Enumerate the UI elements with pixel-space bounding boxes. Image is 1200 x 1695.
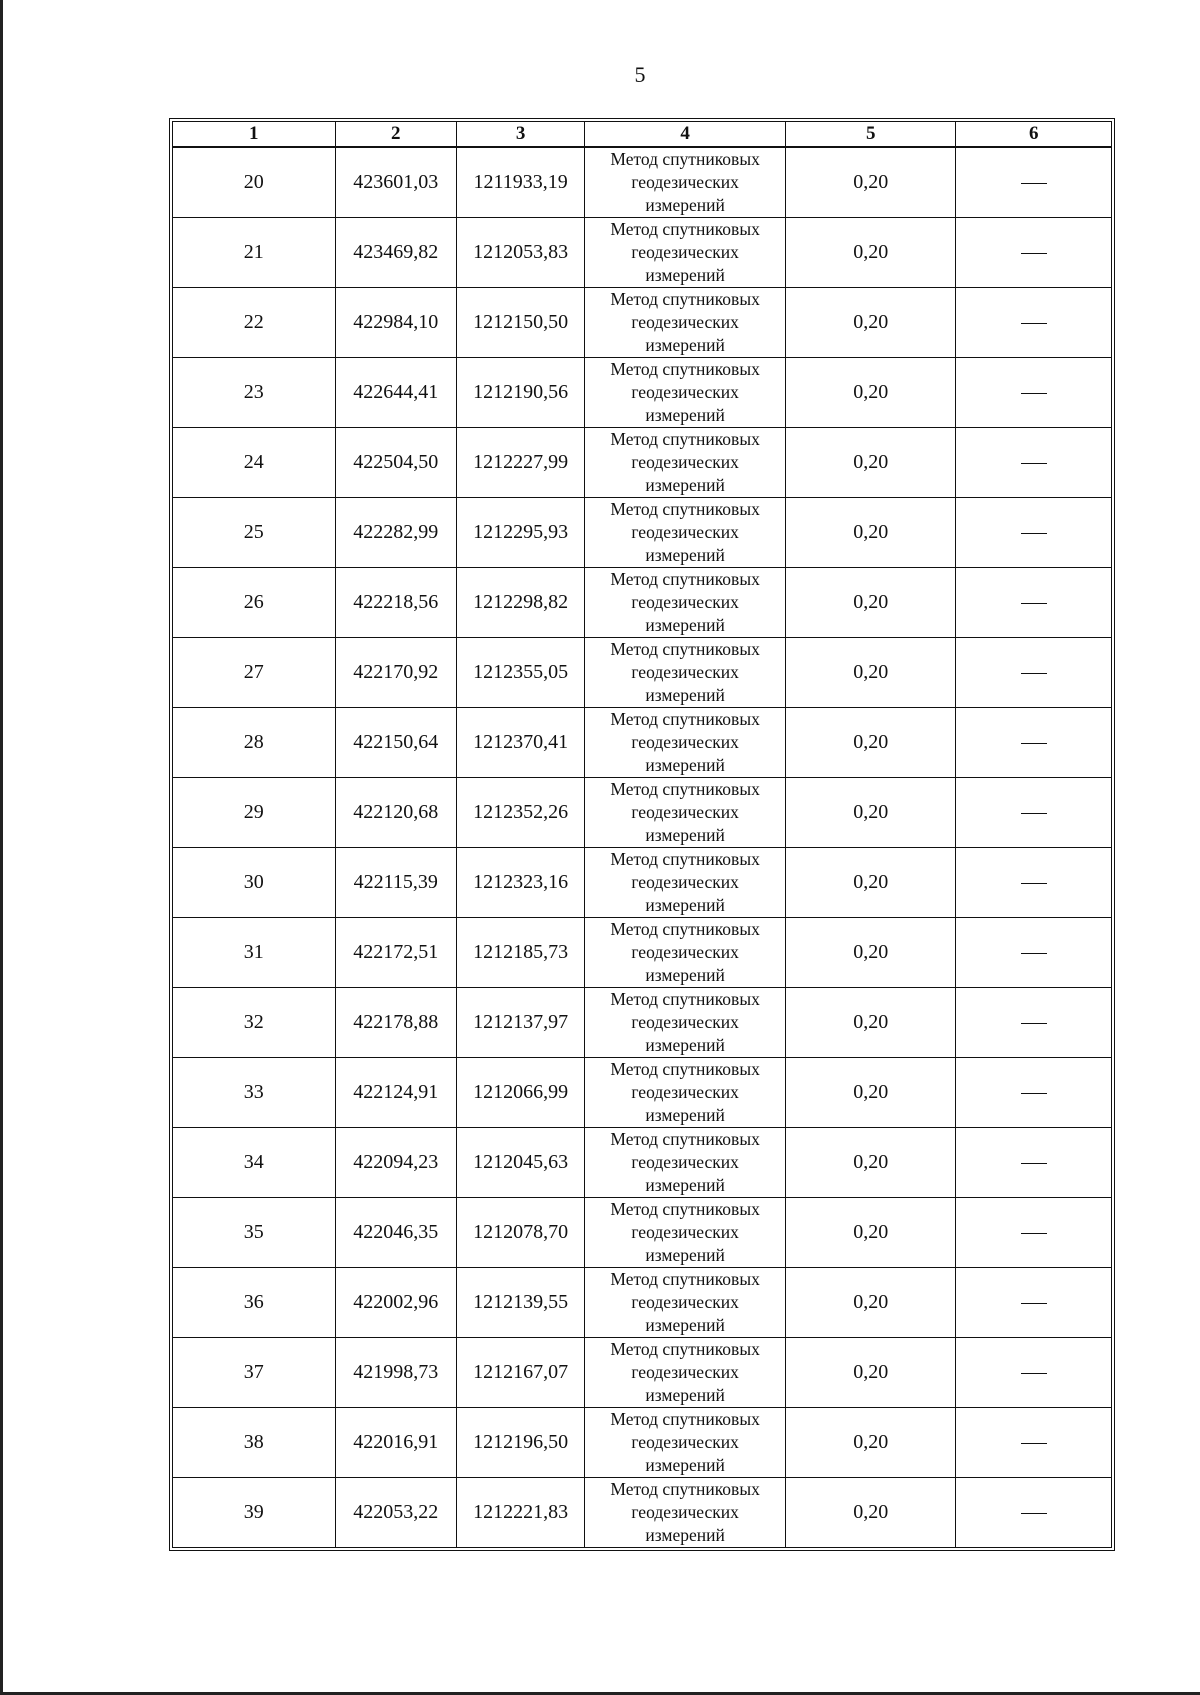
accuracy-cell: 0,20 bbox=[785, 848, 956, 918]
column-header: 5 bbox=[785, 122, 956, 148]
dash-mark bbox=[1021, 1443, 1047, 1444]
y-coordinate-cell: 1212185,73 bbox=[456, 918, 584, 988]
method-text-line: Метод спутниковых bbox=[610, 779, 760, 799]
y-coordinate-cell: 1212298,82 bbox=[456, 568, 584, 638]
method-text-line: Метод спутниковых bbox=[610, 1409, 760, 1429]
method-cell bbox=[585, 358, 786, 428]
accuracy-cell: 0,20 bbox=[785, 1058, 956, 1128]
accuracy-cell: 0,20 bbox=[785, 147, 956, 218]
method-text-line: Метод спутниковых bbox=[610, 1269, 760, 1289]
table-row bbox=[173, 1408, 1112, 1478]
method-cell bbox=[585, 848, 786, 918]
note-cell bbox=[956, 708, 1112, 778]
note-cell bbox=[956, 1058, 1112, 1128]
x-coordinate-cell: 422170,92 bbox=[335, 638, 456, 708]
x-coordinate-cell: 422178,88 bbox=[335, 988, 456, 1058]
method-text-line: геодезических bbox=[631, 452, 739, 472]
accuracy-cell: 0,20 bbox=[785, 778, 956, 848]
method-text-line: геодезических bbox=[631, 1012, 739, 1032]
method-text-line: измерений bbox=[645, 1455, 725, 1475]
point-number-cell: 34 bbox=[173, 1128, 336, 1198]
x-coordinate-cell: 422002,96 bbox=[335, 1268, 456, 1338]
method-text-line: измерений bbox=[645, 405, 725, 425]
table-row bbox=[173, 1268, 1112, 1338]
method-text-line: измерений bbox=[645, 1525, 725, 1545]
dash-mark bbox=[1021, 1233, 1047, 1234]
y-coordinate-cell: 1212196,50 bbox=[456, 1408, 584, 1478]
y-coordinate-cell: 1211933,19 bbox=[456, 147, 584, 218]
point-number-cell: 24 bbox=[173, 428, 336, 498]
point-number-cell: 23 bbox=[173, 358, 336, 428]
dash-mark bbox=[1021, 603, 1047, 604]
point-number-cell: 22 bbox=[173, 288, 336, 358]
table-row bbox=[173, 428, 1112, 498]
note-cell bbox=[956, 778, 1112, 848]
method-text-line: геодезических bbox=[631, 1502, 739, 1522]
accuracy-cell: 0,20 bbox=[785, 288, 956, 358]
accuracy-cell: 0,20 bbox=[785, 638, 956, 708]
method-text-line: измерений bbox=[645, 1315, 725, 1335]
note-cell bbox=[956, 218, 1112, 288]
method-cell bbox=[585, 288, 786, 358]
method-text-line: геодезических bbox=[631, 382, 739, 402]
x-coordinate-cell: 422124,91 bbox=[335, 1058, 456, 1128]
dash-mark bbox=[1021, 253, 1047, 254]
method-text-line: измерений bbox=[645, 615, 725, 635]
note-cell bbox=[956, 918, 1112, 988]
note-cell bbox=[956, 1408, 1112, 1478]
x-coordinate-cell: 423469,82 bbox=[335, 218, 456, 288]
note-cell bbox=[956, 568, 1112, 638]
method-text-line: Метод спутниковых bbox=[610, 1339, 760, 1359]
note-cell bbox=[956, 498, 1112, 568]
method-cell bbox=[585, 1128, 786, 1198]
method-cell bbox=[585, 568, 786, 638]
y-coordinate-cell: 1212066,99 bbox=[456, 1058, 584, 1128]
table-row bbox=[173, 288, 1112, 358]
method-text-line: геодезических bbox=[631, 522, 739, 542]
note-cell bbox=[956, 848, 1112, 918]
dash-mark bbox=[1021, 953, 1047, 954]
method-text-line: геодезических bbox=[631, 1222, 739, 1242]
dash-mark bbox=[1021, 673, 1047, 674]
table-row bbox=[173, 1198, 1112, 1268]
method-cell bbox=[585, 988, 786, 1058]
method-text-line: Метод спутниковых bbox=[610, 1199, 760, 1219]
method-text-line: Метод спутниковых bbox=[610, 639, 760, 659]
x-coordinate-cell: 422172,51 bbox=[335, 918, 456, 988]
method-cell bbox=[585, 1198, 786, 1268]
method-cell bbox=[585, 498, 786, 568]
column-header: 6 bbox=[956, 122, 1112, 148]
x-coordinate-cell: 422094,23 bbox=[335, 1128, 456, 1198]
method-text-line: геодезических bbox=[631, 872, 739, 892]
method-text-line: измерений bbox=[645, 265, 725, 285]
table-row bbox=[173, 918, 1112, 988]
method-cell bbox=[585, 708, 786, 778]
y-coordinate-cell: 1212078,70 bbox=[456, 1198, 584, 1268]
x-coordinate-cell: 422282,99 bbox=[335, 498, 456, 568]
method-text-line: Метод спутниковых bbox=[610, 359, 760, 379]
table-row bbox=[173, 848, 1112, 918]
y-coordinate-cell: 1212221,83 bbox=[456, 1478, 584, 1548]
method-text-line: измерений bbox=[645, 1175, 725, 1195]
accuracy-cell: 0,20 bbox=[785, 988, 956, 1058]
dash-mark bbox=[1021, 813, 1047, 814]
column-header: 1 bbox=[173, 122, 336, 148]
method-text-line: Метод спутниковых bbox=[610, 499, 760, 519]
method-text-line: измерений bbox=[645, 825, 725, 845]
method-text-line: измерений bbox=[645, 195, 725, 215]
method-cell bbox=[585, 147, 786, 218]
accuracy-cell: 0,20 bbox=[785, 358, 956, 428]
point-number-cell: 21 bbox=[173, 218, 336, 288]
method-text-line: измерений bbox=[645, 1385, 725, 1405]
column-header: 4 bbox=[585, 122, 786, 148]
method-text-line: измерений bbox=[645, 475, 725, 495]
x-coordinate-cell: 422053,22 bbox=[335, 1478, 456, 1548]
method-text-line: Метод спутниковых bbox=[610, 709, 760, 729]
method-text-line: геодезических bbox=[631, 662, 739, 682]
x-coordinate-cell: 422115,39 bbox=[335, 848, 456, 918]
method-text-line: измерений bbox=[645, 545, 725, 565]
method-text-line: геодезических bbox=[631, 732, 739, 752]
accuracy-cell: 0,20 bbox=[785, 498, 956, 568]
dash-mark bbox=[1021, 743, 1047, 744]
method-text-line: измерений bbox=[645, 895, 725, 915]
method-cell bbox=[585, 1408, 786, 1478]
table-row bbox=[173, 638, 1112, 708]
point-number-cell: 29 bbox=[173, 778, 336, 848]
dash-mark bbox=[1021, 883, 1047, 884]
y-coordinate-cell: 1212053,83 bbox=[456, 218, 584, 288]
note-cell bbox=[956, 147, 1112, 218]
point-number-cell: 32 bbox=[173, 988, 336, 1058]
y-coordinate-cell: 1212137,97 bbox=[456, 988, 584, 1058]
method-text-line: геодезических bbox=[631, 1152, 739, 1172]
method-text-line: Метод спутниковых bbox=[610, 849, 760, 869]
y-coordinate-cell: 1212190,56 bbox=[456, 358, 584, 428]
x-coordinate-cell: 422120,68 bbox=[335, 778, 456, 848]
scan-border-left bbox=[0, 0, 3, 1695]
point-number-cell: 27 bbox=[173, 638, 336, 708]
accuracy-cell: 0,20 bbox=[785, 428, 956, 498]
table-row bbox=[173, 218, 1112, 288]
accuracy-cell: 0,20 bbox=[785, 568, 956, 638]
method-text-line: Метод спутниковых bbox=[610, 989, 760, 1009]
point-number-cell: 36 bbox=[173, 1268, 336, 1338]
method-text-line: геодезических bbox=[631, 942, 739, 962]
point-number-cell: 33 bbox=[173, 1058, 336, 1128]
method-text-line: измерений bbox=[645, 1035, 725, 1055]
method-text-line: измерений bbox=[645, 685, 725, 705]
table-row bbox=[173, 1058, 1112, 1128]
x-coordinate-cell: 422644,41 bbox=[335, 358, 456, 428]
table-row bbox=[173, 568, 1112, 638]
point-number-cell: 31 bbox=[173, 918, 336, 988]
page-number: 5 bbox=[634, 62, 646, 87]
point-number-cell: 38 bbox=[173, 1408, 336, 1478]
method-text-line: геодезических bbox=[631, 592, 739, 612]
note-cell bbox=[956, 988, 1112, 1058]
column-header: 2 bbox=[335, 122, 456, 148]
method-text-line: геодезических bbox=[631, 172, 739, 192]
accuracy-cell: 0,20 bbox=[785, 1478, 956, 1548]
table-row bbox=[173, 358, 1112, 428]
method-cell bbox=[585, 778, 786, 848]
dash-mark bbox=[1021, 1093, 1047, 1094]
note-cell bbox=[956, 638, 1112, 708]
method-text-line: измерений bbox=[645, 1245, 725, 1265]
y-coordinate-cell: 1212355,05 bbox=[456, 638, 584, 708]
coordinates-table bbox=[172, 121, 1112, 1548]
dash-mark bbox=[1021, 1163, 1047, 1164]
y-coordinate-cell: 1212323,16 bbox=[456, 848, 584, 918]
x-coordinate-cell: 422504,50 bbox=[335, 428, 456, 498]
point-number-cell: 25 bbox=[173, 498, 336, 568]
accuracy-cell: 0,20 bbox=[785, 1338, 956, 1408]
method-text-line: Метод спутниковых bbox=[610, 289, 760, 309]
table-row bbox=[173, 708, 1112, 778]
x-coordinate-cell: 422218,56 bbox=[335, 568, 456, 638]
note-cell bbox=[956, 1268, 1112, 1338]
method-cell bbox=[585, 638, 786, 708]
method-text-line: измерений bbox=[645, 335, 725, 355]
table-row bbox=[173, 1338, 1112, 1408]
coordinates-table-frame bbox=[169, 118, 1115, 1551]
dash-mark bbox=[1021, 1303, 1047, 1304]
method-text-line: геодезических bbox=[631, 1292, 739, 1312]
x-coordinate-cell: 423601,03 bbox=[335, 147, 456, 218]
note-cell bbox=[956, 288, 1112, 358]
method-cell bbox=[585, 1338, 786, 1408]
x-coordinate-cell: 421998,73 bbox=[335, 1338, 456, 1408]
method-text-line: Метод спутниковых bbox=[610, 1129, 760, 1149]
dash-mark bbox=[1021, 463, 1047, 464]
y-coordinate-cell: 1212045,63 bbox=[456, 1128, 584, 1198]
method-text-line: Метод спутниковых bbox=[610, 1059, 760, 1079]
accuracy-cell: 0,20 bbox=[785, 218, 956, 288]
note-cell bbox=[956, 428, 1112, 498]
table-row bbox=[173, 778, 1112, 848]
note-cell bbox=[956, 1338, 1112, 1408]
x-coordinate-cell: 422150,64 bbox=[335, 708, 456, 778]
table-body bbox=[173, 147, 1112, 1548]
x-coordinate-cell: 422016,91 bbox=[335, 1408, 456, 1478]
method-text-line: Метод спутниковых bbox=[610, 919, 760, 939]
dash-mark bbox=[1021, 1373, 1047, 1374]
table-row bbox=[173, 988, 1112, 1058]
accuracy-cell: 0,20 bbox=[785, 1268, 956, 1338]
method-text-line: Метод спутниковых bbox=[610, 569, 760, 589]
y-coordinate-cell: 1212370,41 bbox=[456, 708, 584, 778]
table-row bbox=[173, 1478, 1112, 1548]
table-row bbox=[173, 1128, 1112, 1198]
y-coordinate-cell: 1212167,07 bbox=[456, 1338, 584, 1408]
table-row bbox=[173, 147, 1112, 218]
column-header: 3 bbox=[456, 122, 584, 148]
method-cell bbox=[585, 918, 786, 988]
note-cell bbox=[956, 1478, 1112, 1548]
method-text-line: Метод спутниковых bbox=[610, 429, 760, 449]
accuracy-cell: 0,20 bbox=[785, 1198, 956, 1268]
method-text-line: измерений bbox=[645, 1105, 725, 1125]
method-cell bbox=[585, 1478, 786, 1548]
method-text-line: геодезических bbox=[631, 242, 739, 262]
method-text-line: измерений bbox=[645, 755, 725, 775]
method-text-line: геодезических bbox=[631, 1082, 739, 1102]
method-text-line: геодезических bbox=[631, 312, 739, 332]
method-cell bbox=[585, 1268, 786, 1338]
point-number-cell: 28 bbox=[173, 708, 336, 778]
method-text-line: геодезических bbox=[631, 1362, 739, 1382]
method-text-line: Метод спутниковых bbox=[610, 1479, 760, 1499]
dash-mark bbox=[1021, 183, 1047, 184]
method-cell bbox=[585, 1058, 786, 1128]
table-header-row bbox=[173, 122, 1112, 148]
method-text-line: геодезических bbox=[631, 1432, 739, 1452]
point-number-cell: 35 bbox=[173, 1198, 336, 1268]
y-coordinate-cell: 1212295,93 bbox=[456, 498, 584, 568]
note-cell bbox=[956, 1198, 1112, 1268]
note-cell bbox=[956, 1128, 1112, 1198]
point-number-cell: 37 bbox=[173, 1338, 336, 1408]
dash-mark bbox=[1021, 323, 1047, 324]
dash-mark bbox=[1021, 393, 1047, 394]
table-row bbox=[173, 498, 1112, 568]
accuracy-cell: 0,20 bbox=[785, 708, 956, 778]
point-number-cell: 20 bbox=[173, 147, 336, 218]
method-text-line: измерений bbox=[645, 965, 725, 985]
method-text-line: Метод спутниковых bbox=[610, 219, 760, 239]
note-cell bbox=[956, 358, 1112, 428]
accuracy-cell: 0,20 bbox=[785, 1128, 956, 1198]
accuracy-cell: 0,20 bbox=[785, 1408, 956, 1478]
y-coordinate-cell: 1212227,99 bbox=[456, 428, 584, 498]
method-text-line: геодезических bbox=[631, 802, 739, 822]
dash-mark bbox=[1021, 1513, 1047, 1514]
point-number-cell: 26 bbox=[173, 568, 336, 638]
x-coordinate-cell: 422984,10 bbox=[335, 288, 456, 358]
method-cell bbox=[585, 428, 786, 498]
method-cell bbox=[585, 218, 786, 288]
accuracy-cell: 0,20 bbox=[785, 918, 956, 988]
dash-mark bbox=[1021, 1023, 1047, 1024]
method-text-line: Метод спутниковых bbox=[610, 149, 760, 169]
dash-mark bbox=[1021, 533, 1047, 534]
y-coordinate-cell: 1212352,26 bbox=[456, 778, 584, 848]
y-coordinate-cell: 1212139,55 bbox=[456, 1268, 584, 1338]
point-number-cell: 39 bbox=[173, 1478, 336, 1548]
point-number-cell: 30 bbox=[173, 848, 336, 918]
y-coordinate-cell: 1212150,50 bbox=[456, 288, 584, 358]
x-coordinate-cell: 422046,35 bbox=[335, 1198, 456, 1268]
